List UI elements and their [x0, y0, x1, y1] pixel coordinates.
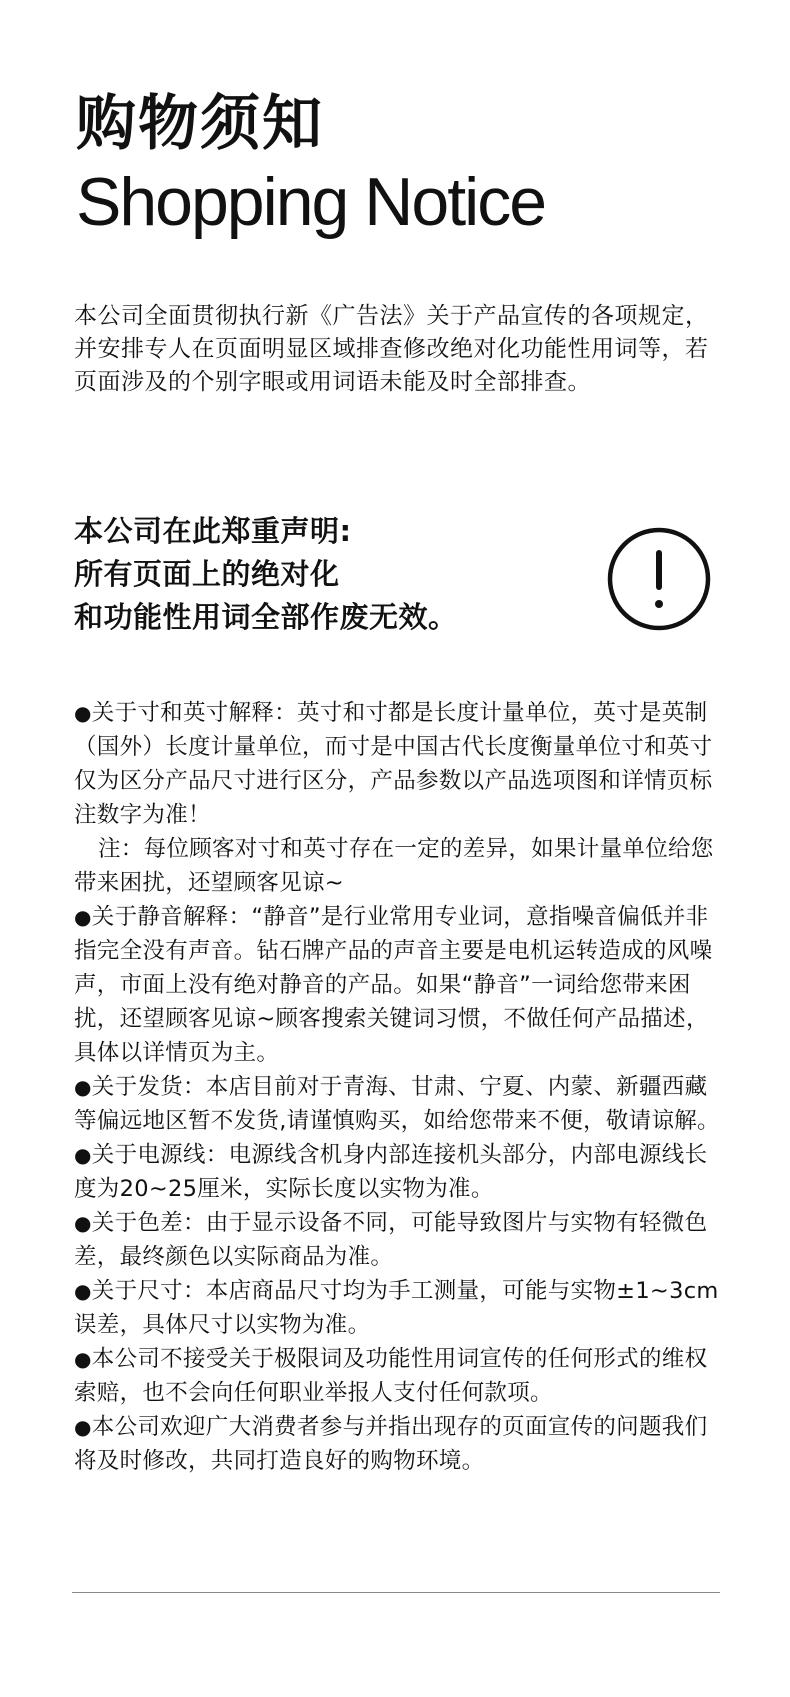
- note-text: 关于发货：本店目前对于青海、甘肃、宁夏、内蒙、新疆西藏等偏远地区暂不发货,请谨慎购买，如给您带来不便，敬请谅解。: [74, 1074, 720, 1134]
- note-item: [74, 900, 726, 1070]
- note-item: [74, 1070, 726, 1138]
- bottom-divider: [72, 1592, 720, 1593]
- note-text: 关于电源线：电源线含机身内部连接机头部分，内部电源线长度为20~25厘米，实际长度以实物为准。: [74, 1142, 708, 1202]
- notes-list: [74, 696, 726, 1478]
- bullet: ●: [74, 701, 92, 725]
- note-text: 关于寸和英寸解释：英寸和寸都是长度计量单位，英寸是英制（国外）长度计量单位，而寸是中国古代长度衡量单位寸和英寸仅为区分产品尺寸进行区分，产品参数以产品选项图和详情页标注数字为准！: [74, 700, 713, 828]
- bullet: ●: [74, 1143, 92, 1167]
- page-title-cn: 购物须知: [76, 89, 324, 159]
- note-item: [74, 1342, 726, 1410]
- note-item: [74, 1138, 726, 1206]
- bullet: ●: [74, 1415, 92, 1439]
- note-text: 注：每位顾客对寸和英寸存在一定的差异，如果计量单位给您带来困扰，还望顾客见谅~: [74, 836, 714, 896]
- note-text: 关于尺寸：本店商品尺寸均为手工测量，可能与实物±1~3cm误差，具体尺寸以实物为准。: [74, 1278, 719, 1338]
- bullet: ●: [74, 1075, 92, 1099]
- bullet: ●: [74, 1211, 92, 1235]
- bullet: ●: [74, 1347, 92, 1371]
- note-item: [74, 696, 726, 832]
- note-text: 本公司不接受关于极限词及功能性用词宣传的任何形式的维权索赔，也不会向任何职业举报人支付任何款项。: [74, 1346, 708, 1406]
- declaration-line: 所有页面上的绝对化: [74, 557, 340, 591]
- note-item: [74, 1410, 726, 1478]
- note-text: 关于色差：由于显示设备不同，可能导致图片与实物有轻微色差，最终颜色以实际商品为准。: [74, 1210, 708, 1270]
- bullet: ●: [74, 905, 92, 929]
- page-title-en: Shopping Notice: [76, 164, 546, 240]
- exclamation-circle-icon: [604, 524, 714, 634]
- bullet: ●: [74, 1279, 92, 1303]
- declaration-block: [74, 510, 594, 639]
- note-item: [74, 1206, 726, 1274]
- note-text: 关于静音解释：“静音”是行业常用专业词，意指噪音偏低并非指完全没有声音。钻石牌产品的声音主要是电机运转造成的风噪声，市面上没有绝对静音的产品。如果“静音”一词给您带来困扰，还望顾客见谅~顾客搜索关键词习惯，不做任何产品描述，具体以详情页为主。: [74, 904, 713, 1066]
- declaration-line: 和功能性用词全部作废无效。: [74, 600, 458, 634]
- intro-paragraph: 本公司全面贯彻执行新《广告法》关于产品宣传的各项规定，并安排专人在页面明显区域排查修改绝对化功能性用词等，若页面涉及的个别字眼或用词语未能及时全部排查。: [74, 303, 709, 395]
- declaration-line: 本公司在此郑重声明:: [74, 514, 352, 548]
- note-text: 本公司欢迎广大消费者参与并指出现存的页面宣传的问题我们将及时修改，共同打造良好的购物环境。: [74, 1414, 708, 1474]
- note-item: [74, 1274, 726, 1342]
- note-item-annotation: [74, 832, 726, 900]
